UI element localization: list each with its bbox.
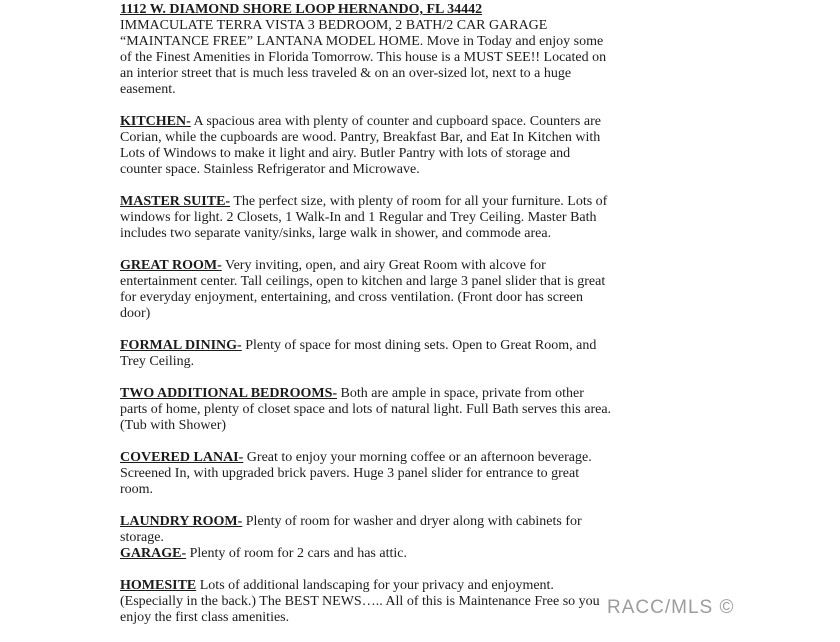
section-heading: GREAT ROOM- (120, 258, 222, 273)
section-heading: TWO ADDITIONAL BEDROOMS- (120, 386, 338, 401)
section-heading: KITCHEN- (120, 114, 191, 129)
section-covered-lanai (120, 450, 612, 498)
section-formal-dining (120, 338, 612, 370)
section-homesite (120, 578, 612, 626)
section-garage (120, 546, 612, 562)
section-heading: MASTER SUITE- (120, 194, 231, 209)
section-body: A spacious area with plenty of counter and cupboard space. Counters are Corian, while the cupboards are wood. Pantry, Breakfast Bar, and Eat In Kitchen with Lots of Windows to make it light and airy. Butler Pantry with lots of storage and counter space. Stainless Refrigerator and Microwave. (120, 114, 601, 177)
section-body: Great to enjoy your morning coffee or an afternoon beverage. Screened In, with upgraded brick pavers. Huge 3 panel slider for entrance to great room. (120, 450, 592, 497)
section-body: Plenty of space for most dining sets. Open to Great Room, and Trey Ceiling. (120, 338, 597, 369)
intro-block (120, 2, 612, 98)
section-great-room (120, 258, 612, 322)
section-heading: HOMESITE (120, 578, 197, 593)
section-master-suite (120, 194, 612, 242)
section-heading: COVERED LANAI- (120, 450, 244, 465)
section-laundry-room (120, 514, 612, 546)
intro-text: IMMACULATE TERRA VISTA 3 BEDROOM, 2 BATH/2 CAR GARAGE “MAINTANCE FREE” LANTANA MODEL HOME. Move in Today and enjoy some of the Finest Amenities in Florida Tomorrow. This house is a MUST SEE!! Located on an interior street that is much less traveled & on an over-sized lot, next to a huge easement. (120, 18, 607, 97)
section-body: Lots of additional landscaping for your privacy and enjoyment. (Especially in the back.) The BEST NEWS….. All of this is Maintenance Free so you enjoy the first class amenities. (120, 578, 600, 625)
property-address-title: 1112 W. DIAMOND SHORE LOOP HERNANDO, FL 34442 (120, 2, 483, 17)
section-heading: FORMAL DINING- (120, 338, 242, 353)
section-body: Very inviting, open, and airy Great Room with alcove for entertainment center. Tall ceilings, open to kitchen and large 3 panel slider that is great for everyday enjoyment, entertaining, and cross ventilation. (Front door has screen door) (120, 258, 606, 321)
section-body: Both are ample in space, private from other parts of home, plenty of closet space and lots of natural light. Full Bath serves this area. (Tub with Shower) (120, 386, 612, 433)
section-group-laundry-garage (120, 514, 612, 562)
section-body: Plenty of room for 2 cars and has attic. (186, 546, 407, 561)
section-two-additional-bedrooms (120, 386, 612, 434)
section-heading: GARAGE- (120, 546, 187, 561)
section-body: The perfect size, with plenty of room for all your furniture. Lots of windows for light. 2 Closets, 1 Walk-In and 1 Regular and Trey Ceiling. Master Bath includes two separate vanity/sinks, large walk in shower, and commode area. (120, 194, 608, 241)
section-body: Plenty of room for washer and dryer along with cabinets for storage. (120, 514, 582, 545)
mls-watermark: RACC/MLS © (607, 597, 735, 618)
section-kitchen (120, 114, 612, 178)
section-heading: LAUNDRY ROOM- (120, 514, 243, 529)
listing-description-document (120, 2, 612, 642)
